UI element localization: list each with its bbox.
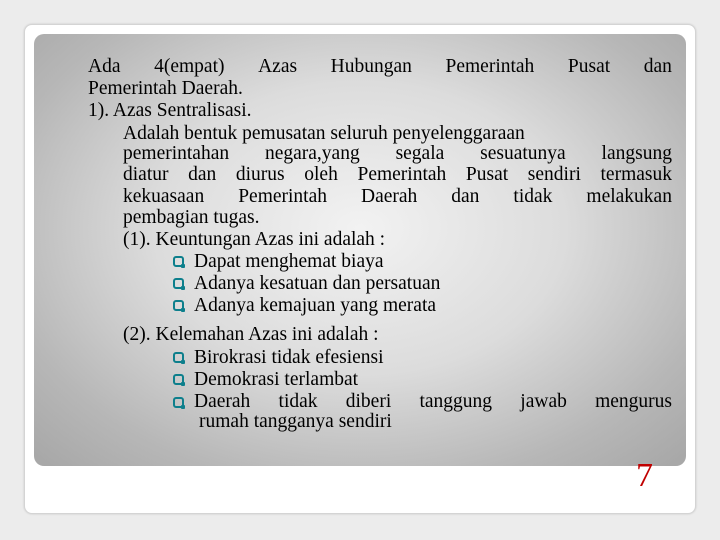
word: sesuatunya <box>480 143 566 164</box>
definition-line-5: pembagian tugas. <box>123 207 260 228</box>
word: dan <box>188 164 217 185</box>
word: oleh <box>304 164 338 185</box>
disadvantage-continuation: rumah tangganya sendiri <box>199 411 392 432</box>
section-heading: 1). Azas Sentralisasi. <box>88 100 252 121</box>
square-bullet-icon <box>173 352 184 363</box>
word: Pemerintah <box>445 56 535 77</box>
word: jawab <box>520 391 567 412</box>
word: segala <box>395 143 445 164</box>
word: pemerintahan <box>123 143 230 164</box>
intro-line-1 <box>88 56 672 78</box>
advantage-text: Dapat menghemat biaya <box>194 251 384 272</box>
word: Daerah <box>361 186 418 207</box>
word: Pemerintah <box>238 186 328 207</box>
word: 4(empat) <box>154 56 225 77</box>
word: diatur <box>123 164 169 185</box>
definition-line-4 <box>123 186 672 208</box>
advantage-item <box>173 273 440 295</box>
disadvantage-text: Demokrasi terlambat <box>194 369 359 390</box>
word: melakukan <box>586 186 672 207</box>
square-bullet-icon <box>173 397 184 408</box>
word: Ada <box>88 56 121 77</box>
word: tidak <box>278 391 318 412</box>
word: Pemerintah <box>357 164 447 185</box>
advantages-heading: (1). Keuntungan Azas ini adalah : <box>123 229 386 250</box>
disadvantage-text: Birokrasi tidak efesiensi <box>194 347 384 368</box>
word: kekuasaan <box>123 186 205 207</box>
word: Hubungan <box>330 56 412 77</box>
advantage-text: Adanya kesatuan dan persatuan <box>194 273 441 294</box>
square-bullet-icon <box>173 374 184 385</box>
square-bullet-icon <box>173 300 184 311</box>
word: negara,yang <box>264 143 360 164</box>
word: dan <box>643 56 672 77</box>
word: Pusat <box>567 56 611 77</box>
disadvantage-item <box>173 369 358 391</box>
definition-line-1: Adalah bentuk pemusatan seluruh penyelenggaraan <box>123 123 525 144</box>
square-bullet-icon <box>173 256 184 267</box>
word: dan <box>451 186 480 207</box>
disadvantage-text <box>194 391 672 413</box>
advantage-item <box>173 295 436 317</box>
advantage-item <box>173 251 384 273</box>
word: diurus <box>235 164 285 185</box>
word: Azas <box>258 56 298 77</box>
disadvantage-item <box>173 391 672 413</box>
definition-line-2 <box>123 143 672 165</box>
word: tidak <box>513 186 553 207</box>
definition-line-3 <box>123 164 672 186</box>
word: tanggung <box>419 391 493 412</box>
disadvantages-heading: (2). Kelemahan Azas ini adalah : <box>123 324 379 345</box>
square-bullet-icon <box>173 278 184 289</box>
word: Daerah <box>194 391 251 412</box>
word: sendiri <box>527 164 581 185</box>
intro-line-2: Pemerintah Daerah. <box>88 78 243 99</box>
word: langsung <box>601 143 672 164</box>
page-number: 7 <box>636 457 653 494</box>
disadvantage-item <box>173 347 384 369</box>
word: termasuk <box>600 164 672 185</box>
word: mengurus <box>595 391 672 412</box>
advantage-text: Adanya kemajuan yang merata <box>194 295 437 316</box>
word: diberi <box>345 391 392 412</box>
word: Pusat <box>465 164 509 185</box>
